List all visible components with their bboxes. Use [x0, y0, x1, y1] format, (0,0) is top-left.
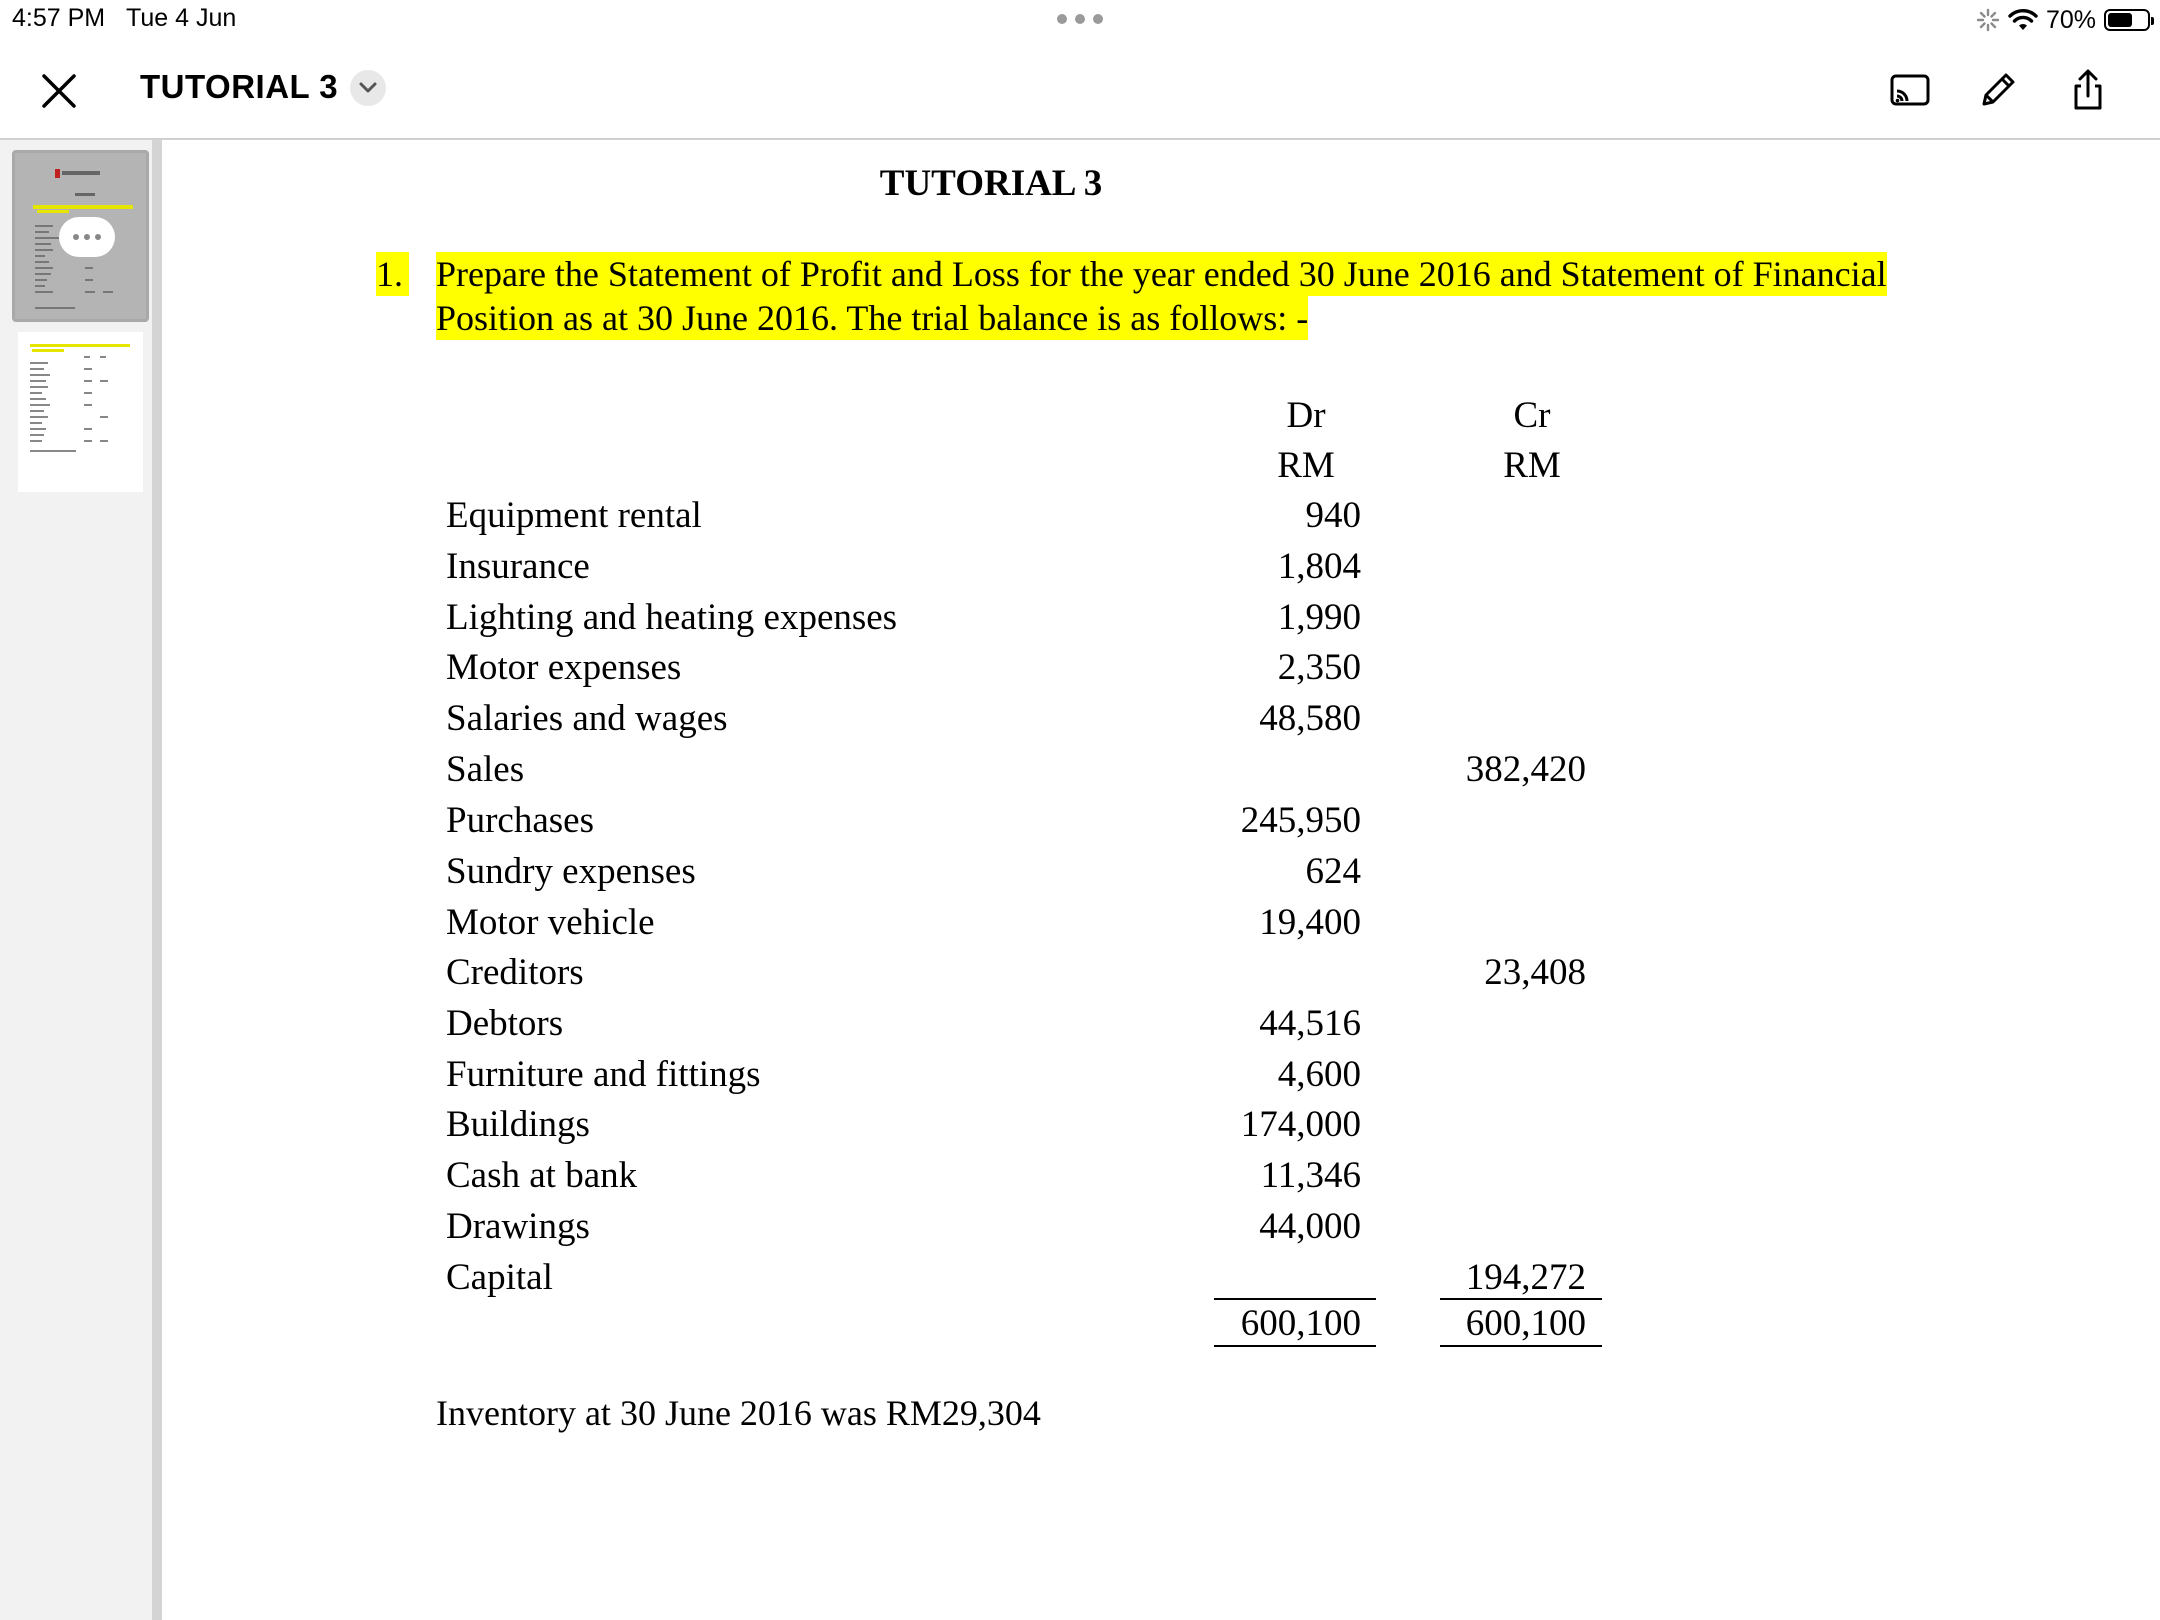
account-label: Creditors [446, 952, 584, 993]
question-number: 1. [376, 252, 409, 296]
dr-total-rule [1214, 1345, 1376, 1347]
account-label: Drawings [446, 1206, 590, 1247]
dr-value: 11,346 [1260, 1155, 1361, 1196]
wifi-icon [2008, 8, 2038, 32]
document-title[interactable]: TUTORIAL 3 [140, 68, 339, 105]
account-label: Capital [446, 1257, 553, 1298]
chevron-down-icon [350, 70, 386, 106]
account-label: Lighting and heating expenses [446, 597, 898, 638]
cr-unit-header: RM [1503, 445, 1561, 486]
dr-value: 48,580 [1259, 698, 1361, 739]
account-label: Buildings [446, 1104, 590, 1145]
dr-column-header: Dr [1286, 395, 1326, 436]
cr-value: 382,420 [1465, 749, 1586, 790]
account-label: Motor vehicle [446, 902, 655, 943]
document-page [176, 140, 2160, 1620]
battery-icon [2104, 9, 2150, 31]
cr-value: 23,408 [1484, 952, 1586, 993]
page-title: TUTORIAL 3 [879, 163, 1103, 204]
account-label: Motor expenses [446, 647, 682, 688]
share-icon[interactable] [2064, 66, 2112, 114]
inventory-note: Inventory at 30 June 2016 was RM29,304 [436, 1393, 1041, 1433]
account-label: Cash at bank [446, 1155, 638, 1196]
cr-total-rule [1440, 1345, 1602, 1347]
dr-value: 19,400 [1259, 902, 1361, 943]
dr-unit-header: RM [1277, 445, 1335, 486]
page-thumbnail-preview-2 [18, 332, 143, 492]
markup-pen-icon[interactable] [1974, 66, 2022, 114]
dr-value: 2,350 [1277, 647, 1361, 688]
title-menu-button[interactable] [350, 70, 386, 106]
dr-value: 44,000 [1259, 1206, 1361, 1247]
dr-value: 1,804 [1277, 546, 1361, 587]
dr-value: 1,990 [1277, 597, 1361, 638]
account-label: Sales [446, 749, 525, 790]
document-toolbar [0, 40, 2160, 140]
more-options-icon[interactable] [59, 217, 115, 257]
close-icon[interactable] [36, 68, 82, 114]
dr-value: 624 [1305, 851, 1361, 892]
dr-value: 245,950 [1240, 800, 1361, 841]
cr-total: 600,100 [1465, 1303, 1586, 1344]
account-label: Equipment rental [446, 495, 702, 536]
dr-value: 44,516 [1259, 1003, 1361, 1044]
page-thumbnail-sidebar[interactable] [0, 140, 162, 1620]
account-label: Salaries and wages [446, 698, 728, 739]
loading-spinner-icon [1976, 8, 2000, 32]
account-label: Purchases [446, 800, 594, 841]
question-text-line-2: Position as at 30 June 2016. The trial balance is as follows: - [436, 298, 1309, 338]
status-time: 4:57 PM [12, 4, 106, 32]
cr-subtotal-rule [1440, 1298, 1602, 1300]
account-label: Debtors [446, 1003, 564, 1044]
dr-value: 940 [1305, 495, 1361, 536]
page-thumbnail-2[interactable] [18, 332, 143, 492]
dr-total: 600,100 [1240, 1303, 1361, 1344]
account-label: Insurance [446, 546, 590, 587]
dr-value: 4,600 [1277, 1054, 1361, 1095]
cr-column-header: Cr [1513, 395, 1551, 436]
status-date: Tue 4 Jun [126, 4, 237, 32]
cr-value: 194,272 [1465, 1257, 1586, 1298]
account-label: Furniture and fittings [446, 1054, 761, 1095]
account-label: Sundry expenses [446, 851, 696, 892]
question-text-line-1: Prepare the Statement of Profit and Loss for the year ended 30 June 2016 and Statement of Financial [436, 254, 1887, 294]
page-thumbnail-1[interactable] [12, 150, 149, 322]
dr-subtotal-rule [1214, 1298, 1376, 1300]
status-bar [0, 0, 2160, 40]
multitasking-dots-icon[interactable] [1057, 12, 1103, 26]
cast-icon[interactable] [1886, 66, 1934, 114]
dr-value: 174,000 [1240, 1104, 1361, 1145]
battery-percent: 70% [2045, 5, 2096, 34]
